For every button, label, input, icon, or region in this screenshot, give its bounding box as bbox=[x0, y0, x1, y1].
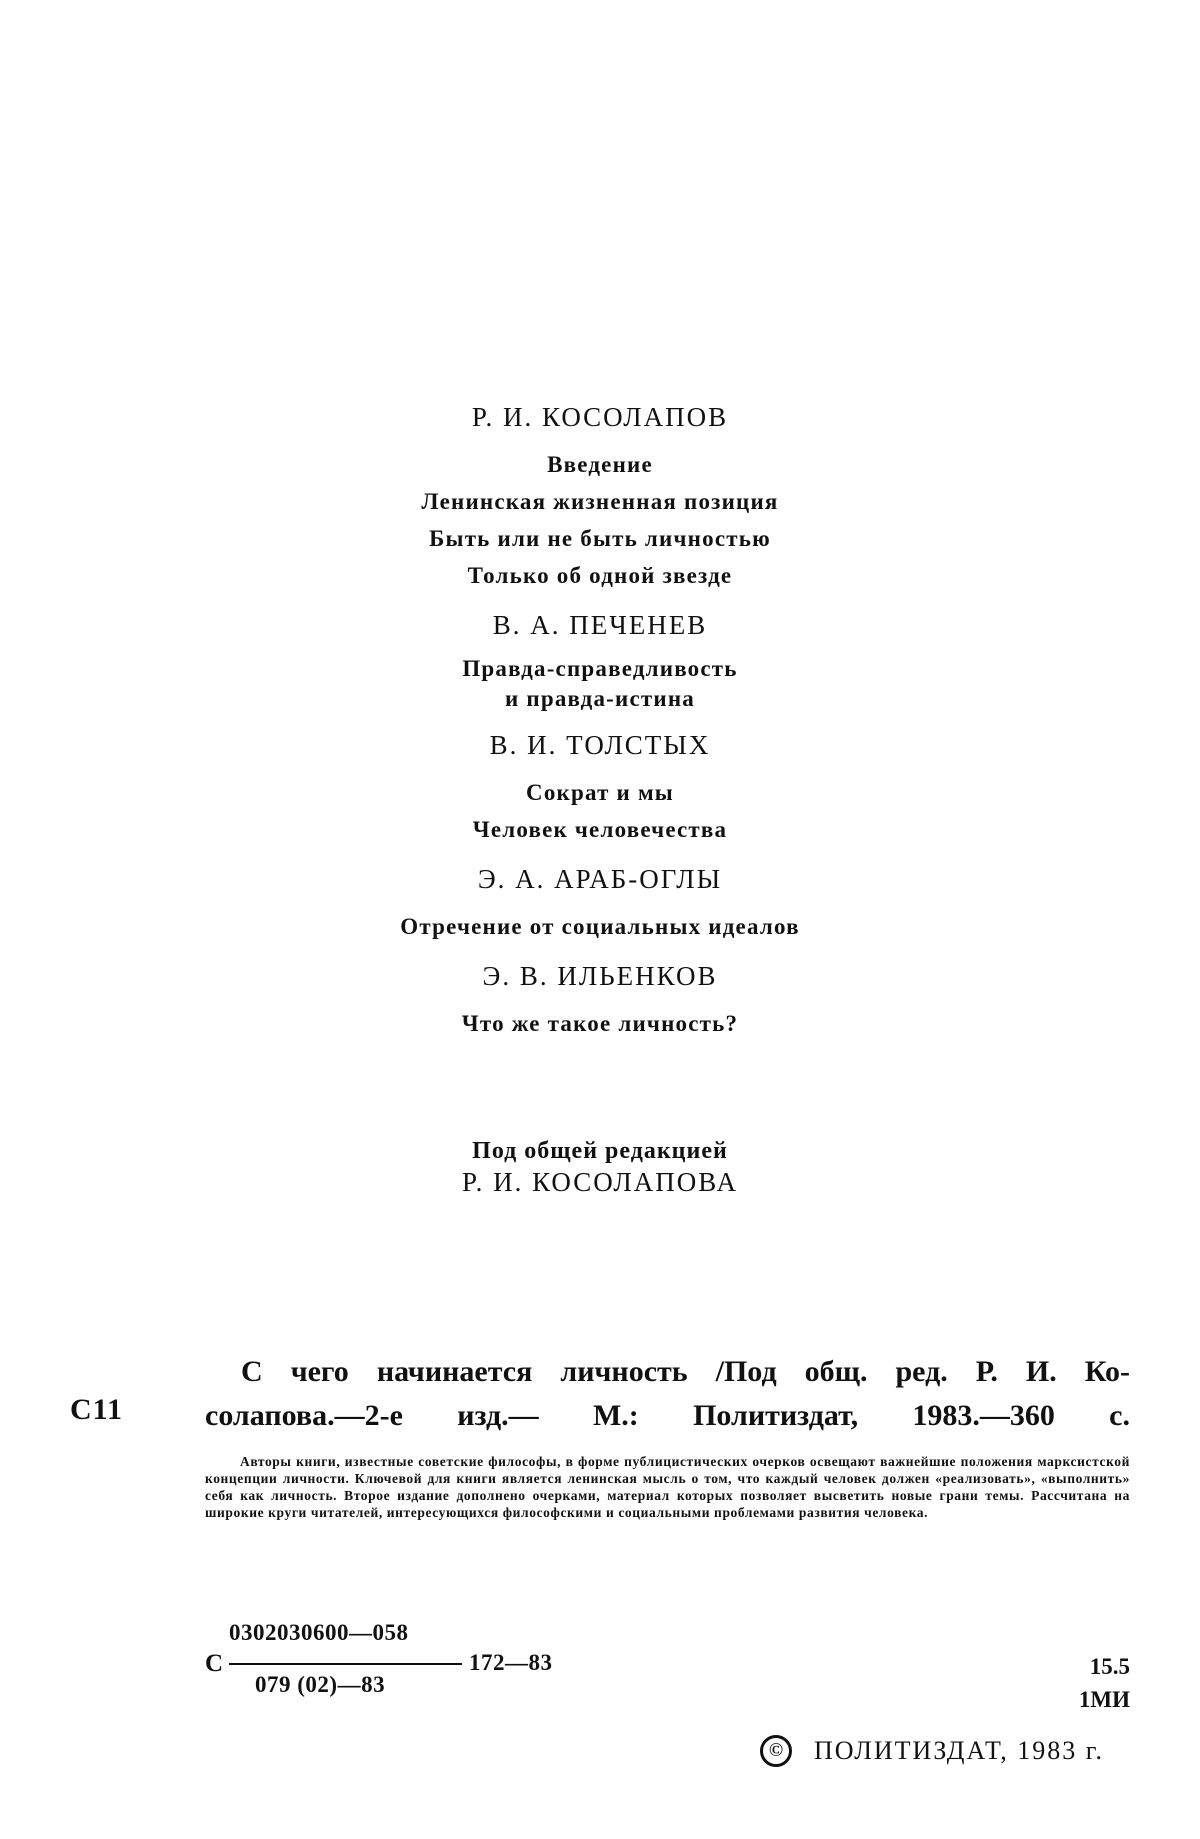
bbk-line: 15.5 bbox=[1089, 1654, 1130, 1679]
essay-title: Отречение от социальных идеалов bbox=[400, 914, 800, 939]
index-denominator: 079 (02)—83 bbox=[255, 1672, 386, 1697]
annotation: Авторы книги, известные советские философы, в форме публицистических очерков освещают важнейшие положения марксистской концепции личности. Ключевой для книги является ленинская мысль о том, что каждый человек должен «реализовать», «выполнить» себя как личность. Второе издание дополнено очерками, материал которых позволяет высветить новые грани темы. Рассчитана на широкие круги читателей, интересующихся философскими и социальными проблемами развития человека. bbox=[205, 1454, 1130, 1520]
bbk-code bbox=[1079, 1650, 1130, 1716]
essay-title: Быть или не быть личностью bbox=[429, 526, 771, 551]
bibliographic-line: С чего начинается личность /Под общ. ред. Р. И. Ко- bbox=[241, 1355, 1130, 1388]
essay-title: Правда-справедливость bbox=[462, 656, 738, 681]
editor-name: Р. И. КОСОЛАПОВА bbox=[461, 1167, 739, 1197]
table-of-contents bbox=[0, 400, 1200, 1042]
index-prefix: С bbox=[205, 1650, 224, 1677]
essay-title: Что же такое личность? bbox=[461, 1011, 739, 1036]
copyright-icon: © bbox=[760, 1735, 792, 1767]
bbk-line: 1МИ bbox=[1078, 1687, 1130, 1712]
bibliographic-description bbox=[205, 1350, 1130, 1438]
author-name: Э. А. АРАБ-ОГЛЫ bbox=[477, 864, 723, 894]
catalog-index bbox=[205, 1620, 1130, 1712]
essay-title: Ленинская жизненная позиция bbox=[421, 489, 779, 514]
fraction-line bbox=[229, 1663, 462, 1665]
essay-title: и правда-истина bbox=[505, 686, 695, 711]
author-name: В. И. ТОЛСТЫХ bbox=[489, 730, 711, 760]
essay-title: Только об одной звезде bbox=[467, 563, 733, 588]
index-suffix: 172—83 bbox=[469, 1650, 553, 1675]
author-name: Э. В. ИЛЬЕНКОВ bbox=[482, 961, 718, 991]
copyright-text: ПОЛИТИЗДАТ, 1983 г. bbox=[814, 1736, 1105, 1765]
udc-code: С11 bbox=[70, 1393, 124, 1426]
index-numerator: 0302030600—058 bbox=[229, 1620, 409, 1645]
author-name: В. А. ПЕЧЕНЕВ bbox=[492, 610, 708, 640]
essay-title: Сократ и мы bbox=[526, 780, 674, 805]
essay-title: Человек человечества bbox=[472, 817, 728, 842]
copyright-notice bbox=[760, 1735, 1130, 1767]
bibliographic-line: солапова.—2-е изд.— М.: Политиздат, 1983.—360 с. bbox=[205, 1399, 1130, 1432]
essay-title: Введение bbox=[547, 452, 653, 477]
editorship-label: Под общей редакцией bbox=[472, 1138, 728, 1164]
author-name: Р. И. КОСОЛАПОВ bbox=[471, 402, 729, 432]
general-editorship bbox=[0, 1136, 1200, 1198]
